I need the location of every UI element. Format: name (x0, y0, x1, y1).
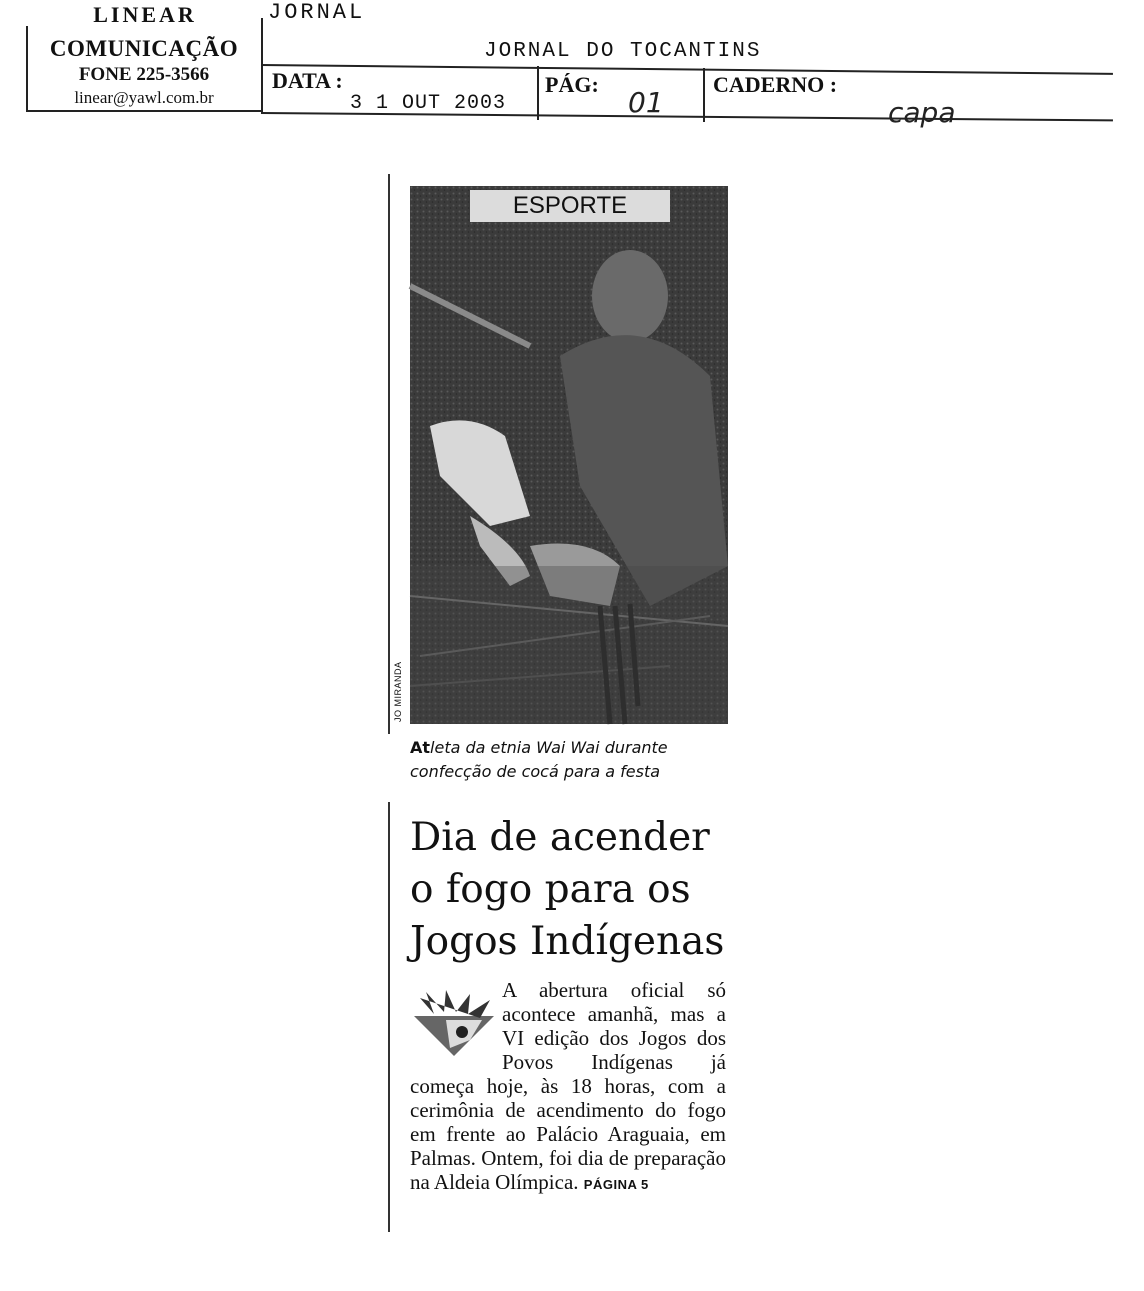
agency-name: COMUNICAÇÃO (49, 36, 239, 61)
photo-caption (410, 736, 740, 784)
article-body (410, 978, 726, 1197)
page-reference: PÁGINA 5 (583, 1177, 649, 1192)
agency-email: linear@yawl.com.br (74, 88, 214, 107)
data-value: 3 1 OUT 2003 (350, 92, 507, 115)
stamp-div-pag (537, 66, 539, 120)
stamp-bottom-left (26, 110, 262, 112)
stamp-div-caderno (703, 68, 705, 122)
section-kicker: ESPORTE (470, 190, 670, 222)
caderno-value: capa (888, 96, 956, 129)
jornal-cut-text: JORNAL (268, 0, 366, 25)
agency-block (30, 2, 258, 108)
caption-text: leta da etnia Wai Wai durante confecção de cocá para a festa (410, 738, 668, 781)
athlete-photo (410, 186, 728, 724)
column-rule-top (388, 174, 390, 734)
stamp-left-border (26, 26, 28, 112)
caption-lead: At (410, 738, 431, 757)
caderno-label: CADERNO : (713, 72, 838, 97)
stamp-mid-rule (261, 64, 1113, 75)
data-label: DATA : (272, 68, 343, 93)
agency-cut-text: LINEAR (93, 2, 197, 27)
logo-spacer (410, 978, 502, 1074)
photo-credit: JO MIRANDA (393, 661, 403, 722)
pag-value: 01 (628, 86, 664, 119)
article-headline: Dia de acender o fogo para os Jogos Indígenas (410, 815, 725, 964)
agency-phone: FONE 225-3566 (78, 64, 210, 85)
newspaper-name: JORNAL DO TOCANTINS (484, 40, 762, 63)
column-rule-bottom (388, 802, 390, 1232)
pag-label: PÁG: (545, 72, 599, 97)
article-body-text: A abertura oficial só acontece amanhã, mas a VI edição dos Jogos dos Povos Indígenas já começa hoje, às 18 horas, com a cerimônia de acendimento do fogo em frente ao Palácio Araguaia, em Palmas. Ontem, foi dia de preparação na Aldeia Olímpica. (410, 978, 726, 1194)
